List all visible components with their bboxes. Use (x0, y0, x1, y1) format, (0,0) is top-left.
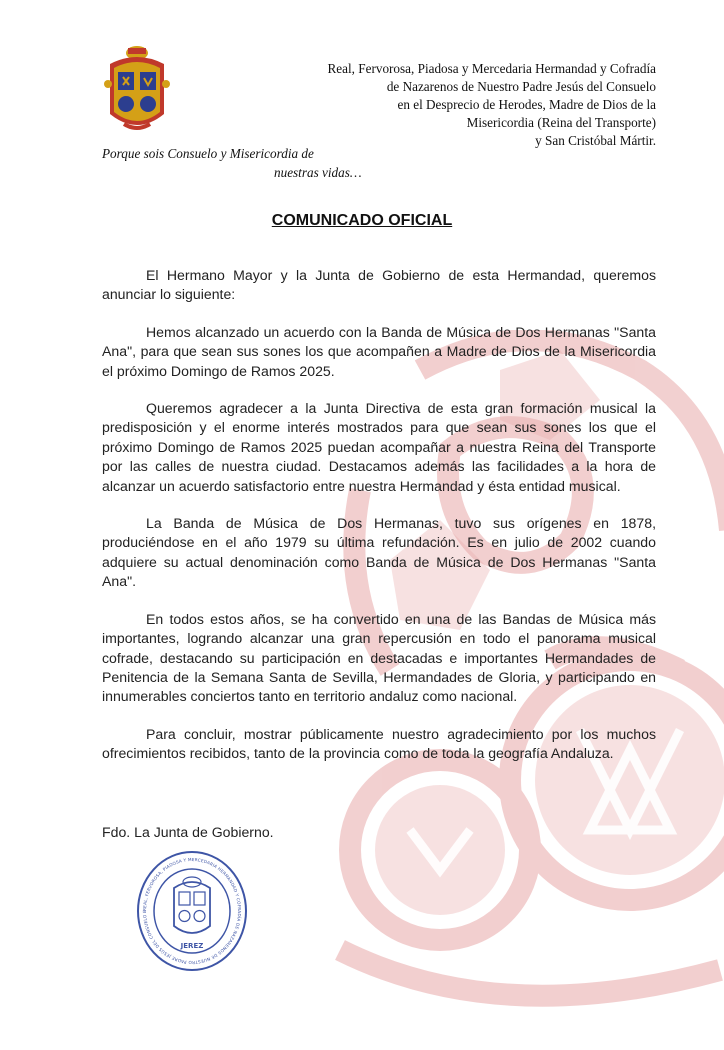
signature-line: Fdo. La Junta de Gobierno. (102, 824, 274, 840)
document-body (102, 266, 656, 782)
paragraph: Queremos agradecer a la Junta Directiva de esta gran formación musical la predisposición y el enorme interés mostrados para que sean sus sones los que el próximo Domingo de Ramos 2025 puedan acompañar a nuestra Reina del Transporte por las calles de nuestra ciudad. Destacamos además las facilidades a la hora de alcanzar un acuerdo satisfactorio entre nuestra Hermandad y ésta entidad musical. (102, 400, 656, 494)
header-line: de Nazarenos de Nuestro Padre Jesús del Consuelo (386, 79, 656, 94)
header-line: en el Desprecio de Herodes, Madre de Dios de la (397, 97, 656, 112)
motto-line-2: nuestras vidas… (274, 165, 362, 180)
header-line: Misericordia (Reina del Transporte) (466, 115, 656, 130)
brotherhood-stamp-icon (136, 850, 248, 972)
paragraph: El Hermano Mayor y la Junta de Gobierno de esta Hermandad, queremos anunciar lo siguiente: (102, 267, 656, 303)
paragraph: La Banda de Música de Dos Hermanas, tuvo sus orígenes en 1878, produciéndose en el año 1979 su última refundación. Es en julio de 2002 cuando adquiere su actual denominación como Banda de Música de Dos Hermanas "Santa Ana". (102, 515, 656, 590)
paragraph: Para concluir, mostrar públicamente nuestro agradecimiento por los muchos ofrecimientos recibidos, tanto de la provincia como de toda la geografía Andaluza. (102, 725, 656, 762)
motto-line-1: Porque sois Consuelo y Misericordia de (102, 146, 314, 161)
header-line: y San Cristóbal Mártir. (535, 133, 656, 148)
brotherhood-name-header (236, 60, 656, 150)
header-line: Real, Fervorosa, Piadosa y Mercedaria Hermandad y Cofradía (327, 61, 656, 76)
brotherhood-coat-of-arms-icon (104, 44, 170, 136)
document-title: COMUNICADO OFICIAL (271, 212, 453, 229)
paragraph: En todos estos años, se ha convertido en una de las Bandas de Música más importantes, logrando alcanzar una gran repercusión en todo el panorama musical cofrade, destacando su participación en destacadas e importantes Hermandades de Penitencia de la Semana Santa de Sevilla, Hermandades de Gloria, y participando en innumerables conciertos tanto en territorio andaluz como nacional. (102, 610, 656, 705)
seal-city-label: JEREZ (180, 942, 204, 950)
paragraph: Hemos alcanzado un acuerdo con la Banda de Música de Dos Hermanas "Santa Ana", para que sean sus sones los que acompañen a Madre de Dios de la Misericordia el próximo Domingo de Ramos 2025. (102, 323, 656, 379)
motto (102, 144, 402, 182)
seal-ring-text: REAL, FERVOROSA, PIADOSA Y MERCEDARIA HERMANDAD Y COFRADÍA DE NAZARENOS DE NUESTRO PADRE JESÚS DEL CONSUELO E (141, 856, 243, 966)
